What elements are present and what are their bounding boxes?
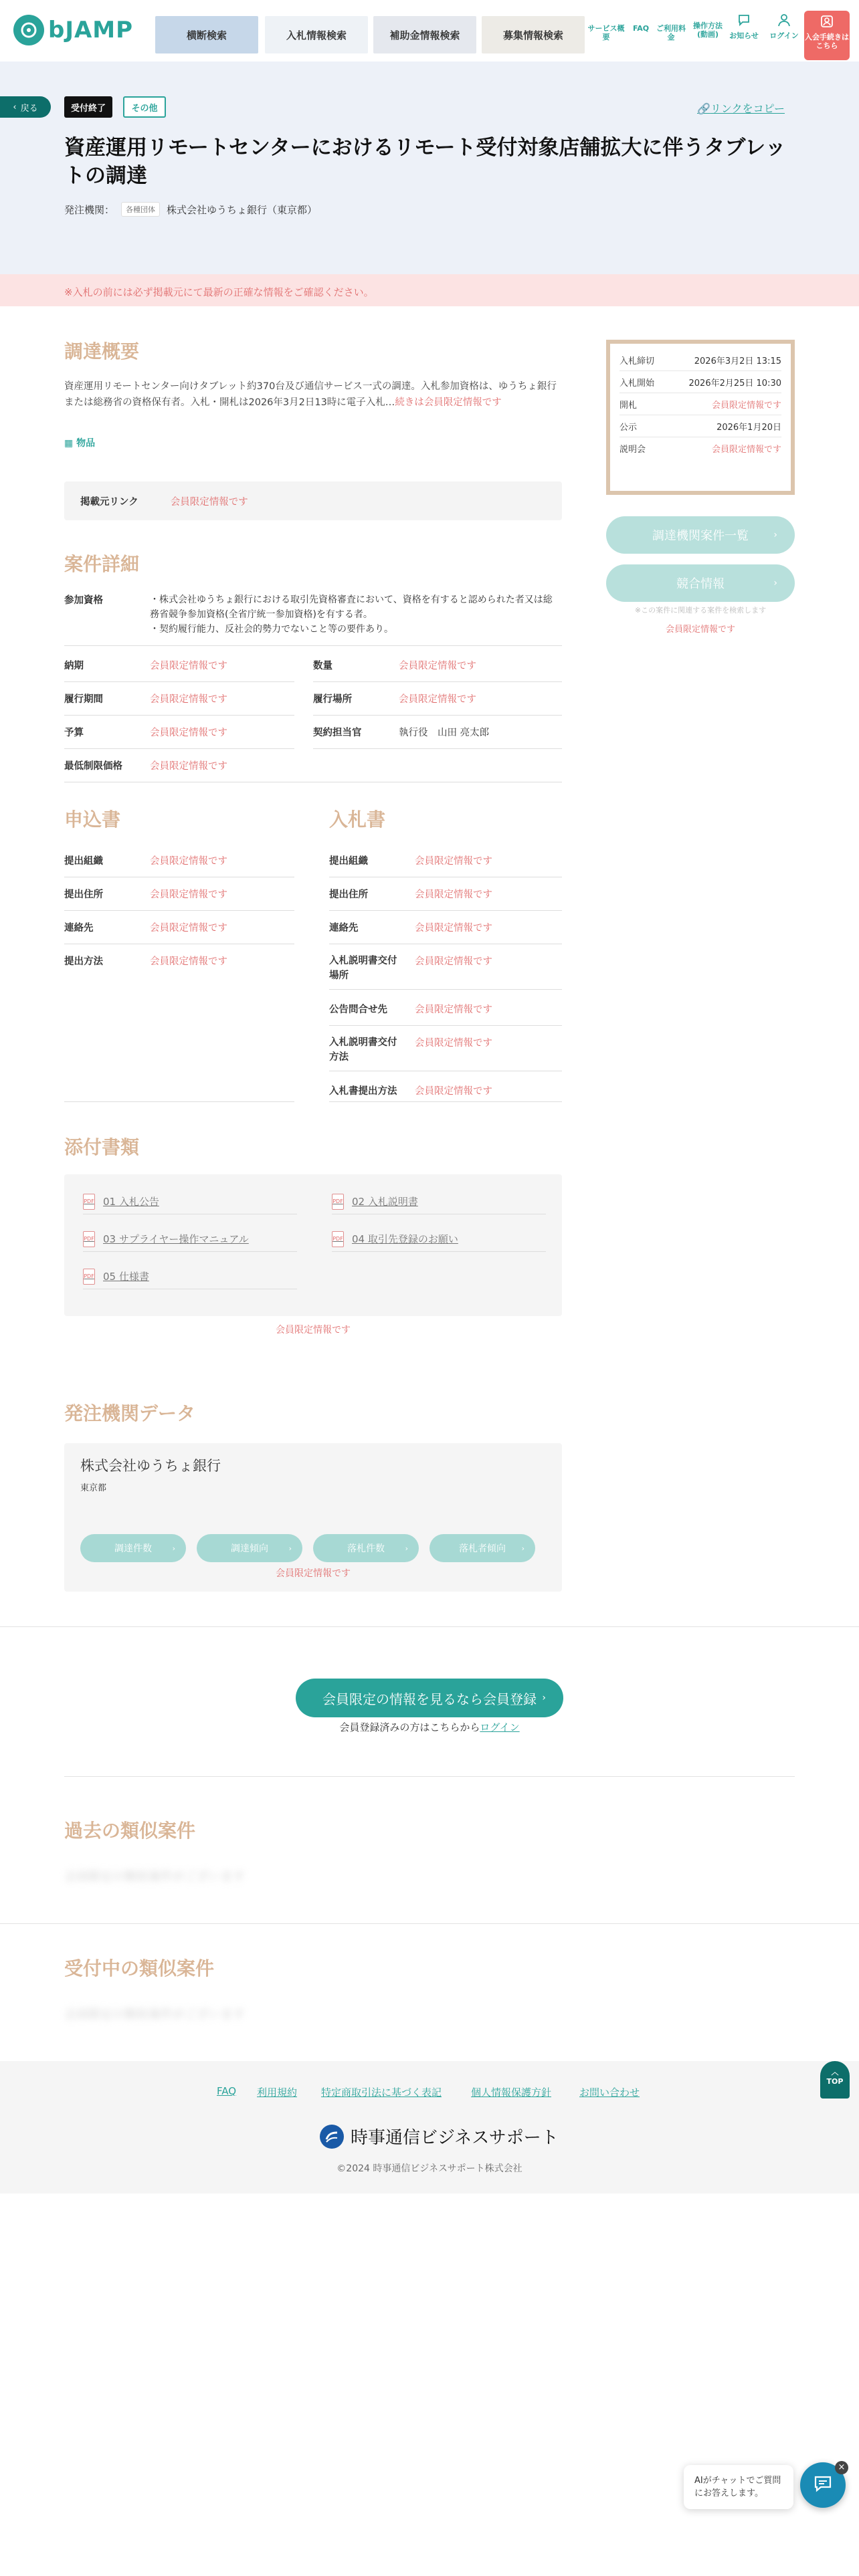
source-link-value: 会員限定情報です (170, 496, 248, 508)
org-line (64, 202, 317, 217)
attachments-member-note: 会員限定情報です (276, 1325, 351, 1335)
logo-mark-icon (13, 15, 44, 45)
link-faq[interactable]: FAQ (632, 24, 650, 33)
org-data-name: 株式会社ゆうちょ銀行 (80, 1458, 221, 1474)
link-icon: 🔗 (697, 102, 710, 115)
footer-link-commerce[interactable]: 特定商取引法に基づく表記 (321, 2086, 442, 2099)
bid-row: 入札説明書交付場所 会員限定情報です (329, 954, 562, 990)
nav-subsidy-search[interactable]: 補助金情報検索 (373, 16, 476, 53)
schedule-box (606, 340, 795, 495)
detail-row: 契約担当官 執行役 山田 亮太郎 (313, 725, 562, 749)
link-howto[interactable]: 操作方法(動画) (693, 21, 723, 39)
schedule-row: 開札 会員限定情報です (619, 393, 781, 415)
nav-bid-search[interactable]: 入札情報検索 (265, 16, 368, 53)
pdf-file-icon: PDF (332, 1194, 344, 1210)
chevron-left-icon: ‹ (13, 102, 17, 112)
divider (0, 1923, 859, 1924)
link-service[interactable]: サービス概要 (587, 24, 625, 41)
org-data-member-note: 会員限定情報です (276, 1568, 351, 1579)
detail-row: 納期 会員限定情報です (64, 658, 294, 682)
attachment-link[interactable]: PDF 04 取引先登録のお願い (332, 1226, 546, 1252)
org-data-heading: 発注機関データ (64, 1402, 196, 1424)
chevron-right-icon: › (172, 1543, 175, 1553)
qualification-row: 参加資格 ・株式会社ゆうちょ銀行における取引先資格審査において、資格を有すると認められた者又は総務省競争参加資格(全省庁統一参加資格)を有する者。 ・契約履行能力、反社会的勢力でないこと等の要件あり。 (64, 593, 562, 646)
application-row: 提出住所 会員限定情報です (64, 887, 294, 911)
chevron-right-icon: › (521, 1543, 524, 1553)
pdf-file-icon: PDF (83, 1194, 95, 1210)
attachment-link[interactable]: PDF 03 サプライヤー操作マニュアル (83, 1226, 297, 1252)
pdf-file-icon: PDF (83, 1269, 95, 1285)
page-title: 資産運用リモートセンターにおけるリモート受付対象店舗拡大に伴うタブレットの調達 (64, 136, 786, 188)
past-similar-heading: 過去の類似案件 (64, 1820, 196, 1842)
org-data-box (64, 1443, 562, 1592)
application-row: 連絡先 会員限定情報です (64, 920, 294, 944)
chevron-right-icon: › (405, 1543, 408, 1553)
user-icon (764, 13, 804, 30)
login-link[interactable]: ログイン (480, 1721, 520, 1733)
notice-bar: ※入札の前には必ず掲載元にて最新の正確な情報をご確認ください。 (0, 274, 859, 306)
detail-row: 予算 会員限定情報です (64, 725, 294, 749)
read-more-link[interactable]: 続きは会員限定情報です (395, 397, 502, 408)
open-similar-blurred: 会員限定の類似案件がございます (64, 2008, 245, 2022)
news-button[interactable]: お知らせ (724, 13, 764, 40)
sidebar-member-note: 会員限定情報です (665, 625, 735, 635)
register-icon (804, 15, 850, 31)
schedule-row: 説明会 会員限定情報です (619, 445, 781, 455)
company-logo-icon (320, 2125, 344, 2149)
login-prompt: 会員登録済みの方はこちらからログイン (339, 1721, 520, 1733)
awardee-trend-button[interactable]: 落札者傾向 › (430, 1534, 535, 1562)
detail-row: 最低制限価格 会員限定情報です (64, 758, 562, 782)
chat-icon (724, 13, 764, 30)
hero (0, 62, 859, 274)
chat-bubble: AIがチャットでご質問にお答えします。 (684, 2465, 793, 2509)
attachments-heading: 添付書類 (64, 1136, 140, 1158)
overview-description: 資産運用リモートセンター向けタブレット約370台及び通信サービス一式の調達。入札参加資格は、ゆうちょ銀行または総務省の資格保有者。入札・開札は2026年3月2日13時に電子入札…続きは会員限定情報です (64, 381, 557, 408)
pdf-file-icon: PDF (83, 1231, 95, 1247)
category-icon: ▦ (64, 438, 74, 449)
nav-recruit-search[interactable]: 募集情報検索 (482, 16, 585, 53)
bid-row: 連絡先 会員限定情報です (329, 920, 562, 944)
footer-link-contact[interactable]: お問い合わせ (579, 2086, 640, 2099)
application-row: 提出方法 会員限定情報です (64, 954, 294, 1102)
copy-link-button[interactable]: 🔗リンクをコピー (697, 102, 785, 115)
footer-link-privacy[interactable]: 個人情報保護方針 (471, 2086, 552, 2099)
header (0, 0, 859, 62)
category-badge: その他 (123, 96, 166, 118)
org-name: 株式会社ゆうちょ銀行（東京都） (167, 203, 318, 216)
chevron-right-icon: › (773, 578, 777, 588)
divider (0, 1626, 859, 1627)
member-register-button[interactable]: 会員限定の情報を見るなら会員登録 › (296, 1679, 563, 1717)
logo[interactable] (13, 15, 133, 45)
attachment-link[interactable]: PDF 01 入札公告 (83, 1189, 297, 1214)
competitor-button[interactable]: 競合情報 › (606, 564, 795, 602)
details-heading: 案件詳細 (64, 553, 140, 575)
chevron-right-icon: › (773, 530, 777, 540)
divider (64, 1776, 795, 1777)
footer (0, 2061, 859, 2193)
schedule-row: 入札締切 2026年3月2日 13:15 (619, 349, 781, 371)
source-link-label: 掲載元リンク (80, 496, 138, 508)
bid-heading: 入札書 (329, 809, 386, 831)
bid-row: 入札書提出方法 会員限定情報です (329, 1083, 562, 1102)
application-row: 提出組織 会員限定情報です (64, 853, 294, 877)
footer-link-faq[interactable]: FAQ (217, 2085, 237, 2097)
chevron-right-icon: › (542, 1693, 546, 1703)
status-badge: 受付終了 (64, 96, 112, 118)
detail-row: 数量 会員限定情報です (313, 658, 562, 682)
back-to-top-button[interactable]: ︿ TOP (820, 2061, 850, 2099)
application-heading: 申込書 (64, 809, 121, 831)
org-label: 発注機関： (64, 203, 115, 216)
pdf-file-icon: PDF (332, 1231, 344, 1247)
chevron-up-icon: ︿ (831, 2068, 839, 2076)
chat-close-button[interactable]: × (835, 2461, 848, 2474)
open-similar-heading: 受付中の類似案件 (64, 1957, 215, 1979)
sidebar-fine-print: ※この案件に関連する案件を検索します (634, 606, 767, 615)
category-label: ▦ 物品 (64, 438, 96, 449)
bid-row: 提出住所 会員限定情報です (329, 887, 562, 911)
procurement-trend-button[interactable]: 調達傾向 › (197, 1534, 302, 1562)
register-button[interactable]: 入会手続きはこちら (804, 11, 850, 60)
agency-projects-button[interactable]: 調達機関案件一覧 › (606, 516, 795, 554)
chat-icon (812, 2473, 834, 2497)
logo-text: bJAMP (48, 17, 134, 43)
bid-row: 公告問合せ先 会員限定情報です (329, 1002, 562, 1026)
source-link-box (64, 481, 562, 520)
attachments-box (64, 1174, 562, 1316)
schedule-row: 公示 2026年1月20日 (619, 415, 781, 437)
detail-row: 履行期間 会員限定情報です (64, 691, 294, 716)
login-button[interactable]: ログイン (764, 13, 804, 40)
back-button[interactable]: ‹ 戻る (0, 96, 51, 118)
procurement-count-button[interactable]: 調達件数 › (80, 1534, 186, 1562)
schedule-row: 入札開始 2026年2月25日 10:30 (619, 371, 781, 393)
attachment-link[interactable]: PDF 05 仕様書 (83, 1264, 297, 1289)
bid-row: 入札説明書交付方法 会員限定情報です (329, 1035, 562, 1071)
nav-cross-search[interactable]: 横断検索 (155, 16, 258, 53)
award-count-button[interactable]: 落札件数 › (313, 1534, 419, 1562)
copyright: ©2024 時事通信ビジネスサポート株式会社 (337, 2163, 522, 2174)
detail-row: 履行場所 会員限定情報です (313, 691, 562, 716)
org-data-location: 東京都 (80, 1483, 107, 1493)
chevron-right-icon: › (288, 1543, 292, 1553)
footer-link-terms[interactable]: 利用規約 (257, 2086, 298, 2099)
bid-row: 提出組織 会員限定情報です (329, 853, 562, 877)
link-pricing[interactable]: ご利用料金 (656, 24, 686, 41)
overview-heading: 調達概要 (64, 340, 140, 362)
org-tag: 各種団体 (121, 202, 160, 217)
footer-logo: 時事通信ビジネスサポート (320, 2124, 559, 2149)
attachment-link[interactable]: PDF 02 入札説明書 (332, 1189, 546, 1214)
past-similar-blurred: 会員限定の類似案件がございます (64, 1870, 245, 1884)
